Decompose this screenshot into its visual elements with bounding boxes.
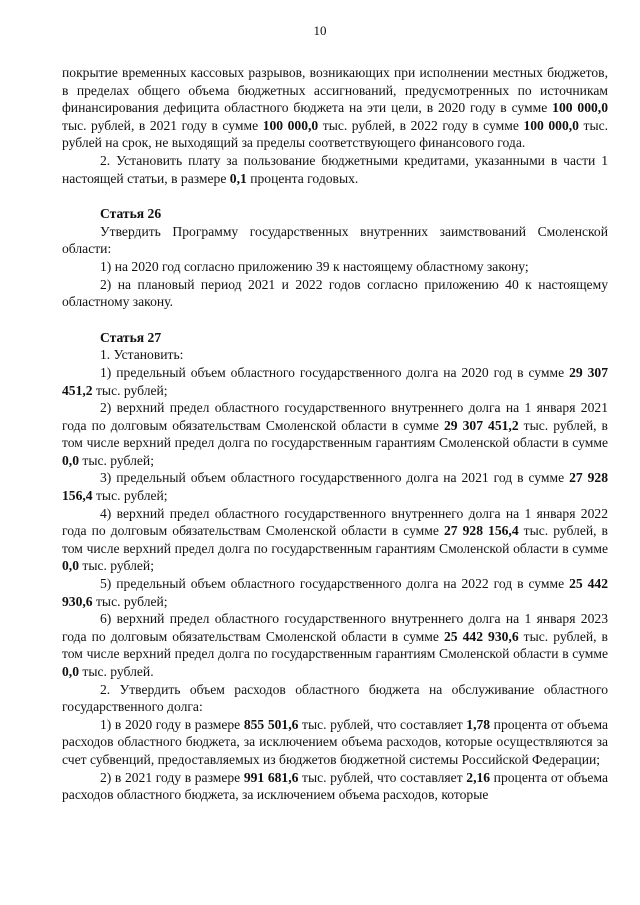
amount: 0,0 <box>62 664 79 679</box>
document-body <box>62 64 608 804</box>
amount: 29 307 451,2 <box>443 417 519 433</box>
text: тыс. рублей; <box>92 488 168 504</box>
article-27-item-4 <box>62 505 608 575</box>
amount: 27 928 156,4 <box>443 523 519 539</box>
paragraph-intro-1 <box>62 64 608 152</box>
article-26-paragraph: Утвердить Программу государственных внутренних заимствований Смоленской области: <box>62 223 608 257</box>
text: тыс. рублей, в том числе верхний предел долга по государственным гарантиям Смоленской области в сумме <box>62 628 608 662</box>
article-27-expense-1 <box>62 716 608 769</box>
text: тыс. рублей, что составляет <box>298 716 467 732</box>
text: тыс. рублей на срок, не выходящий за пределы соответствующего финансового года. <box>62 117 609 151</box>
article-27-item-2 <box>62 399 608 469</box>
text: тыс. рублей. <box>79 664 154 679</box>
text: тыс. рублей, в том числе верхний предел долга по государственным гарантиям Смоленской области в сумме <box>62 417 608 451</box>
text: тыс. рублей, что составляет <box>298 769 467 785</box>
article-26-item-1: 1) на 2020 год согласно приложению 39 к настоящему областному закону; <box>100 258 529 274</box>
amount: 27 928 156,4 <box>62 470 609 504</box>
article-26-heading: Статья 26 <box>100 206 162 222</box>
amount: 0,1 <box>229 170 247 186</box>
text: 3) предельный объем областного государственного долга на 2021 год в сумме <box>100 470 570 486</box>
spacer <box>62 311 608 329</box>
text: 1) предельный объем областного государственного долга на 2020 год в сумме <box>100 364 570 380</box>
article-27-item-1 <box>62 364 608 399</box>
amount: 855 501,6 <box>243 716 299 732</box>
text: тыс. рублей, в том числе верхний предел долга по государственным гарантиям Смоленской области в сумме <box>62 523 608 556</box>
percent: 1,78 <box>466 716 491 732</box>
text: 4) верхний предел областного государственного внутреннего долга на 1 января 2022 года по долговым обязательствам Смоленской области в сумме <box>62 505 608 539</box>
article-27-heading: Статья 27 <box>100 329 162 345</box>
amount: 25 442 930,6 <box>62 576 609 609</box>
article-26-item-2: 2) на плановый период 2021 и 2022 годов согласно приложению 40 к настоящему областному закону. <box>62 276 608 310</box>
article-27-item-3 <box>62 469 608 504</box>
text: тыс. рублей; <box>79 558 154 574</box>
text: тыс. рублей; <box>92 593 168 609</box>
amount: 0,0 <box>62 452 79 468</box>
article-27-item-6 <box>62 610 608 680</box>
amount: 29 307 451,2 <box>62 364 609 398</box>
article-27-part-2: 2. Утвердить объем расходов областного бюджета на обслуживание областного государственного долга: <box>62 681 608 715</box>
article-27-item-5 <box>62 575 608 610</box>
article-27-expense-2 <box>62 769 608 804</box>
text: тыс. рублей, в 2021 году в сумме <box>62 117 263 133</box>
text: тыс. рублей, в 2022 году в сумме <box>318 117 524 133</box>
article-27-part-1: 1. Установить: <box>100 347 184 363</box>
amount: 25 442 930,6 <box>443 628 519 644</box>
page-number: 10 <box>313 23 327 38</box>
text: 6) верхний предел областного государственного внутреннего долга на 1 января 2023 года по долговым обязательствам Смоленской области в сумме <box>62 611 608 644</box>
text: 2) верхний предел областного государственного внутреннего долга на 1 января 2021 года по долговым обязательствам Смоленской области в сумме <box>62 400 608 433</box>
amount: 100 000,0 <box>523 117 579 133</box>
amount: 100 000,0 <box>262 117 319 133</box>
text: покрытие временных кассовых разрывов, возникающих при исполнении местных бюджетов, в пределах общего объема бюджетных ассигнований, предусмотренных по источникам финансирования дефицита областного бюджета на эти цели, в 2020 году в сумме <box>62 65 608 116</box>
paragraph-intro-2 <box>62 152 608 187</box>
text: тыс. рублей; <box>79 452 154 468</box>
amount: 100 000,0 <box>552 100 609 116</box>
text: 5) предельный объем областного государственного долга на 2022 год в сумме <box>100 576 570 592</box>
text: тыс. рублей; <box>92 382 168 398</box>
amount: 0,0 <box>62 558 79 574</box>
text: процента от объема расходов областного бюджета, за исключением объема расходов, которые <box>62 769 609 803</box>
text: 2) в 2021 году в размере <box>100 769 244 785</box>
spacer <box>62 187 608 205</box>
percent: 2,16 <box>466 769 491 785</box>
text: 1) в 2020 году в размере <box>100 716 244 732</box>
text: процента от объема расходов областного бюджета, за исключением объема расходов, которые осуществляются за счет субвенций, предоставляемых из бюджетов бюджетной системы Российской Федерации; <box>62 716 609 767</box>
text: 2. Установить плату за пользование бюджетными кредитами, указанными в части 1 настоящей статьи, в размере <box>62 152 608 186</box>
amount: 991 681,6 <box>243 769 299 785</box>
text: процента годовых. <box>246 170 359 186</box>
